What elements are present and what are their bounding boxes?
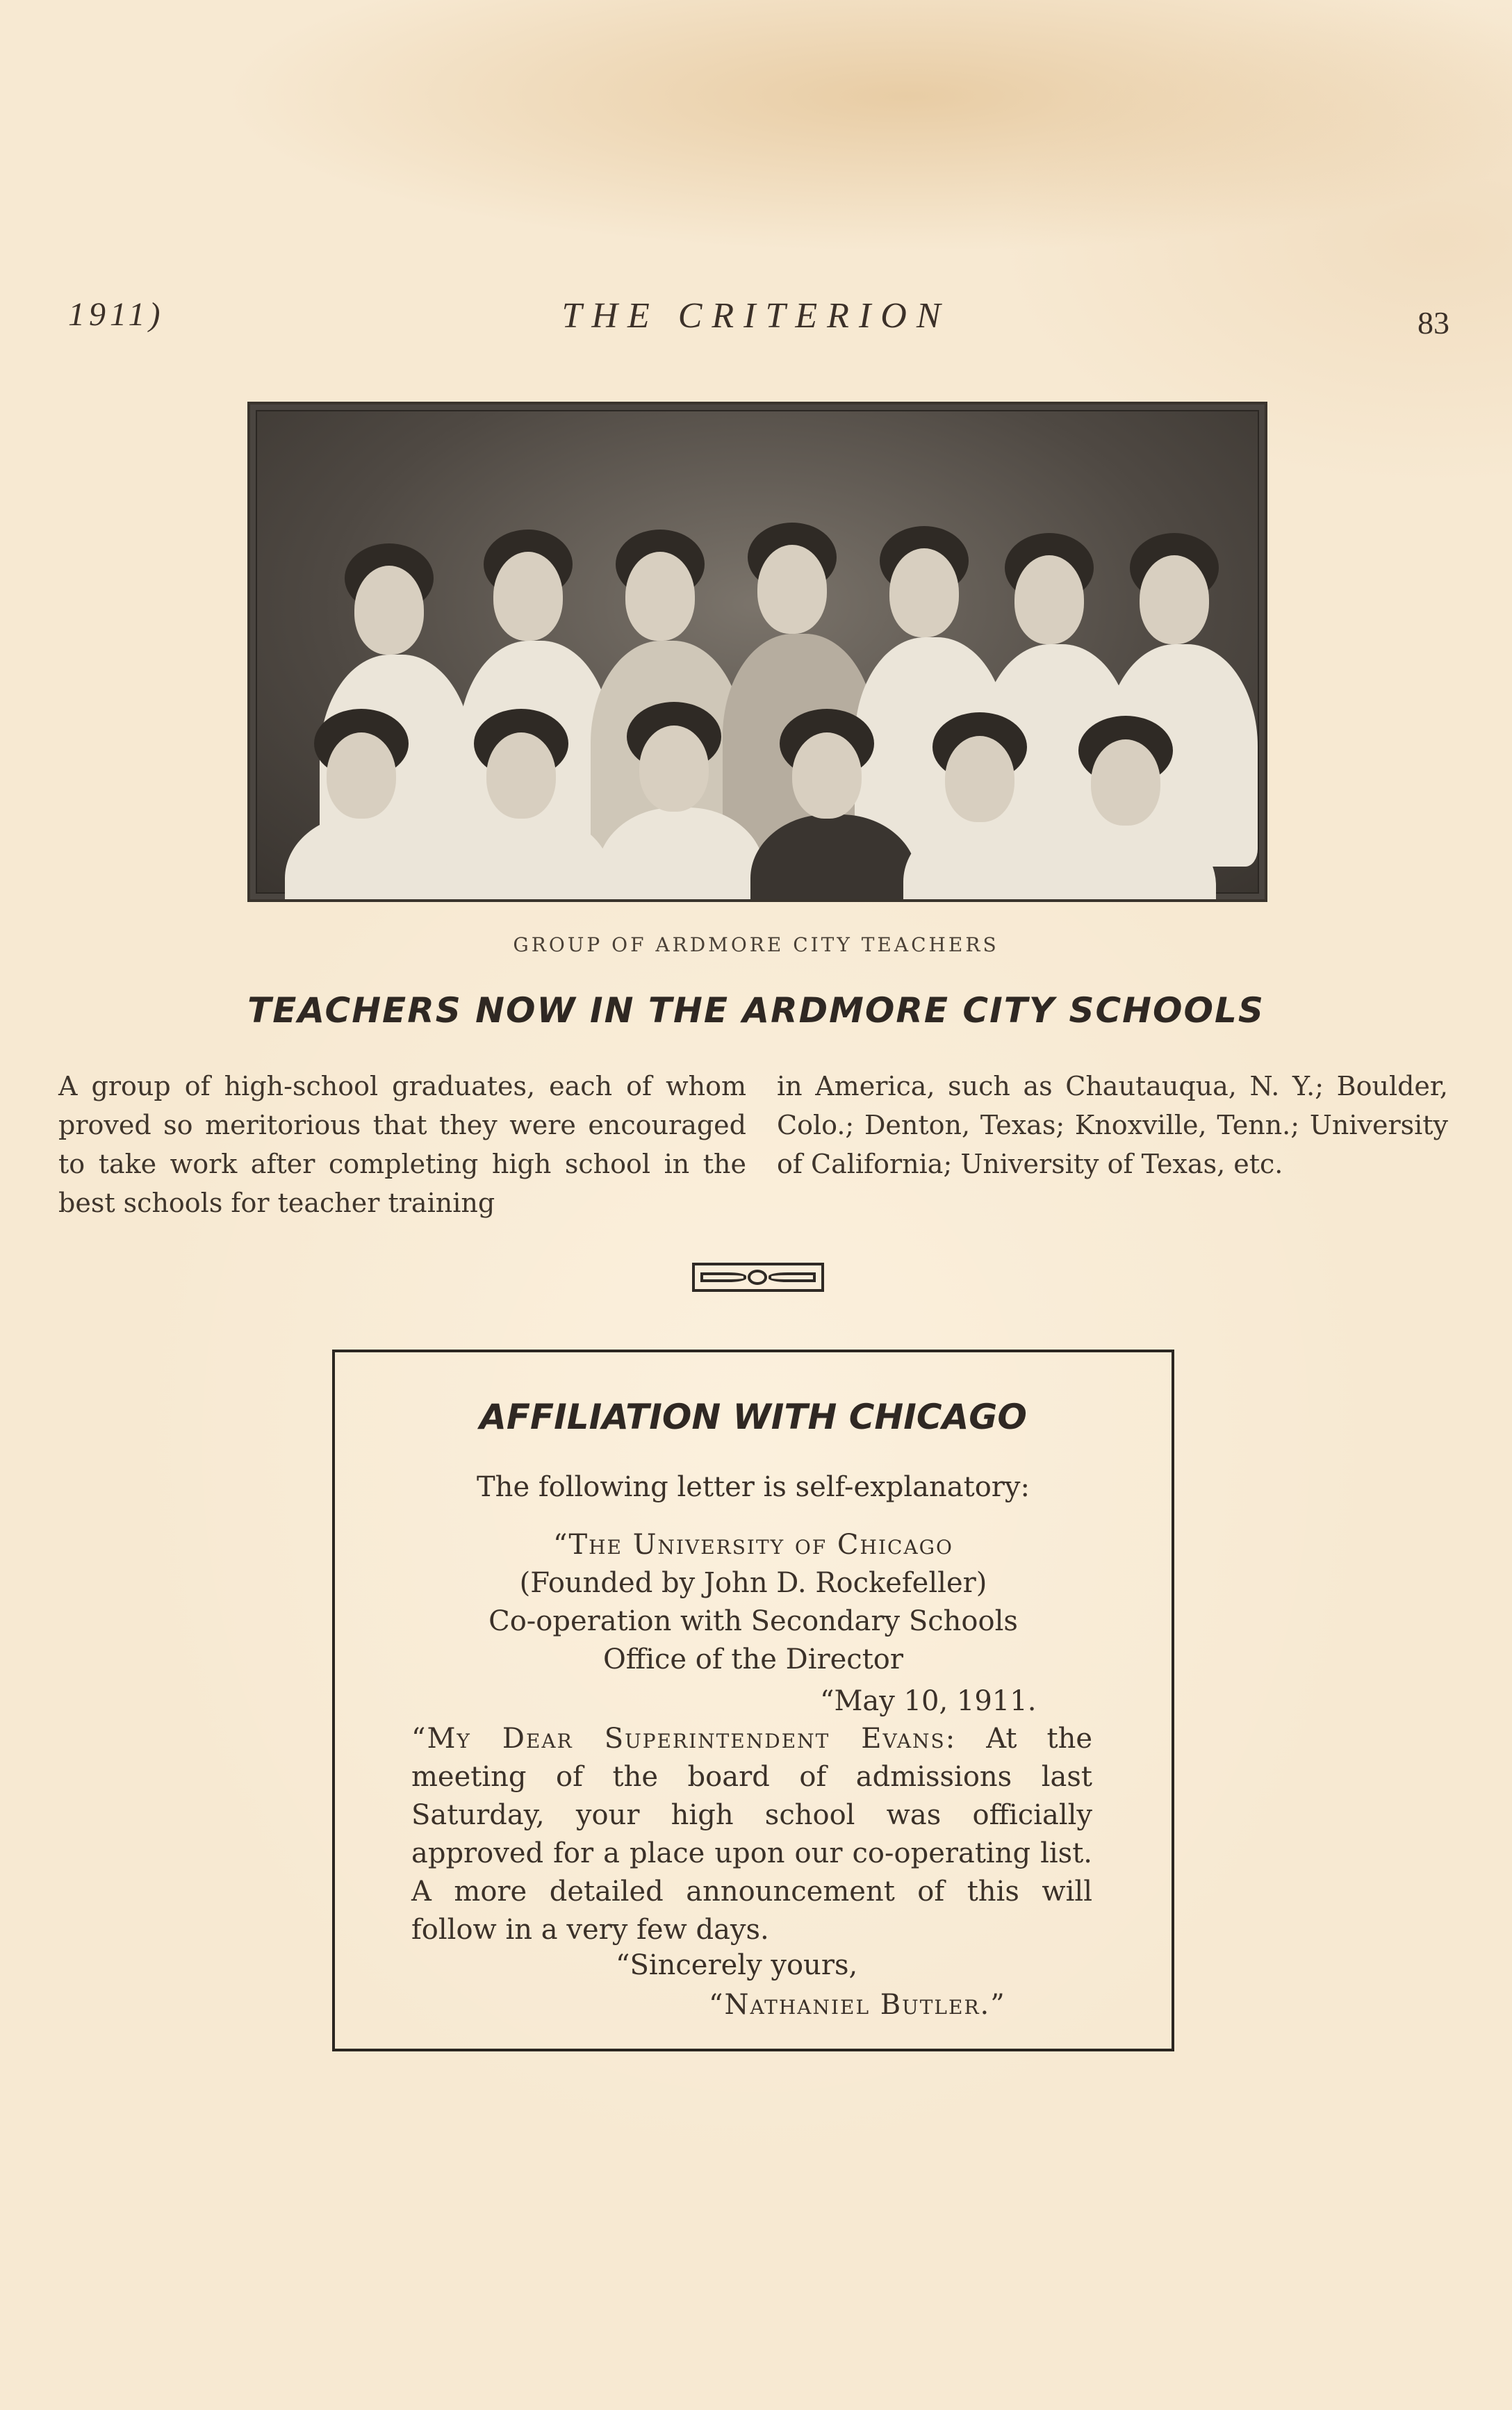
letter-date: “May 10, 1911. <box>820 1685 1037 1717</box>
article-text-right: in America, such as Chautauqua, N. Y.; Boulder, Colo.; Denton, Texas; Knoxville, Tenn.; University of California; University of Texas, etc. <box>777 1071 1448 1179</box>
letter-address-line: (Founded by John D. Rockefeller) <box>519 1567 987 1599</box>
article-text-left: A group of high-school graduates, each of whom proved so meritorious that they were encouraged to take work after completing high school in the best schools for teacher training <box>58 1071 746 1218</box>
article-heading: TEACHERS NOW IN THE ARDMORE CITY SCHOOLS <box>247 990 1265 1031</box>
letter-signature: “Nathaniel Butler.” <box>709 1989 1006 2021</box>
letter-address-line: Co-operation with Secondary Schools <box>488 1605 1018 1637</box>
photo-image <box>256 410 1259 894</box>
letter-closing: “Sincerely yours, <box>616 1949 858 1981</box>
letter-address-line: Office of the Director <box>603 1643 903 1675</box>
page-number: 83 <box>1418 305 1449 341</box>
group-photograph <box>247 402 1267 902</box>
header-title: THE CRITERION <box>561 296 951 336</box>
photo-caption: GROUP OF ARDMORE CITY TEACHERS <box>513 933 999 956</box>
letter-body <box>411 1720 1092 1949</box>
letter-intro: The following letter is self-explanatory: <box>477 1471 1030 1503</box>
header-year: 1911) <box>68 296 165 333</box>
letter-salutation: “My Dear Superintendent Evans: <box>411 1723 957 1755</box>
ornament-divider <box>692 1263 824 1292</box>
letter-address-line: “The University of Chicago <box>553 1529 953 1561</box>
letter-body-text: At the meeting of the board of admissions last Saturday, your high school was officially approved for a place upon our co-operating list. A more detailed announcement of this will follow in a very few days. <box>411 1723 1093 1946</box>
affiliation-heading: AFFILIATION WITH CHICAGO <box>479 1397 1027 1437</box>
